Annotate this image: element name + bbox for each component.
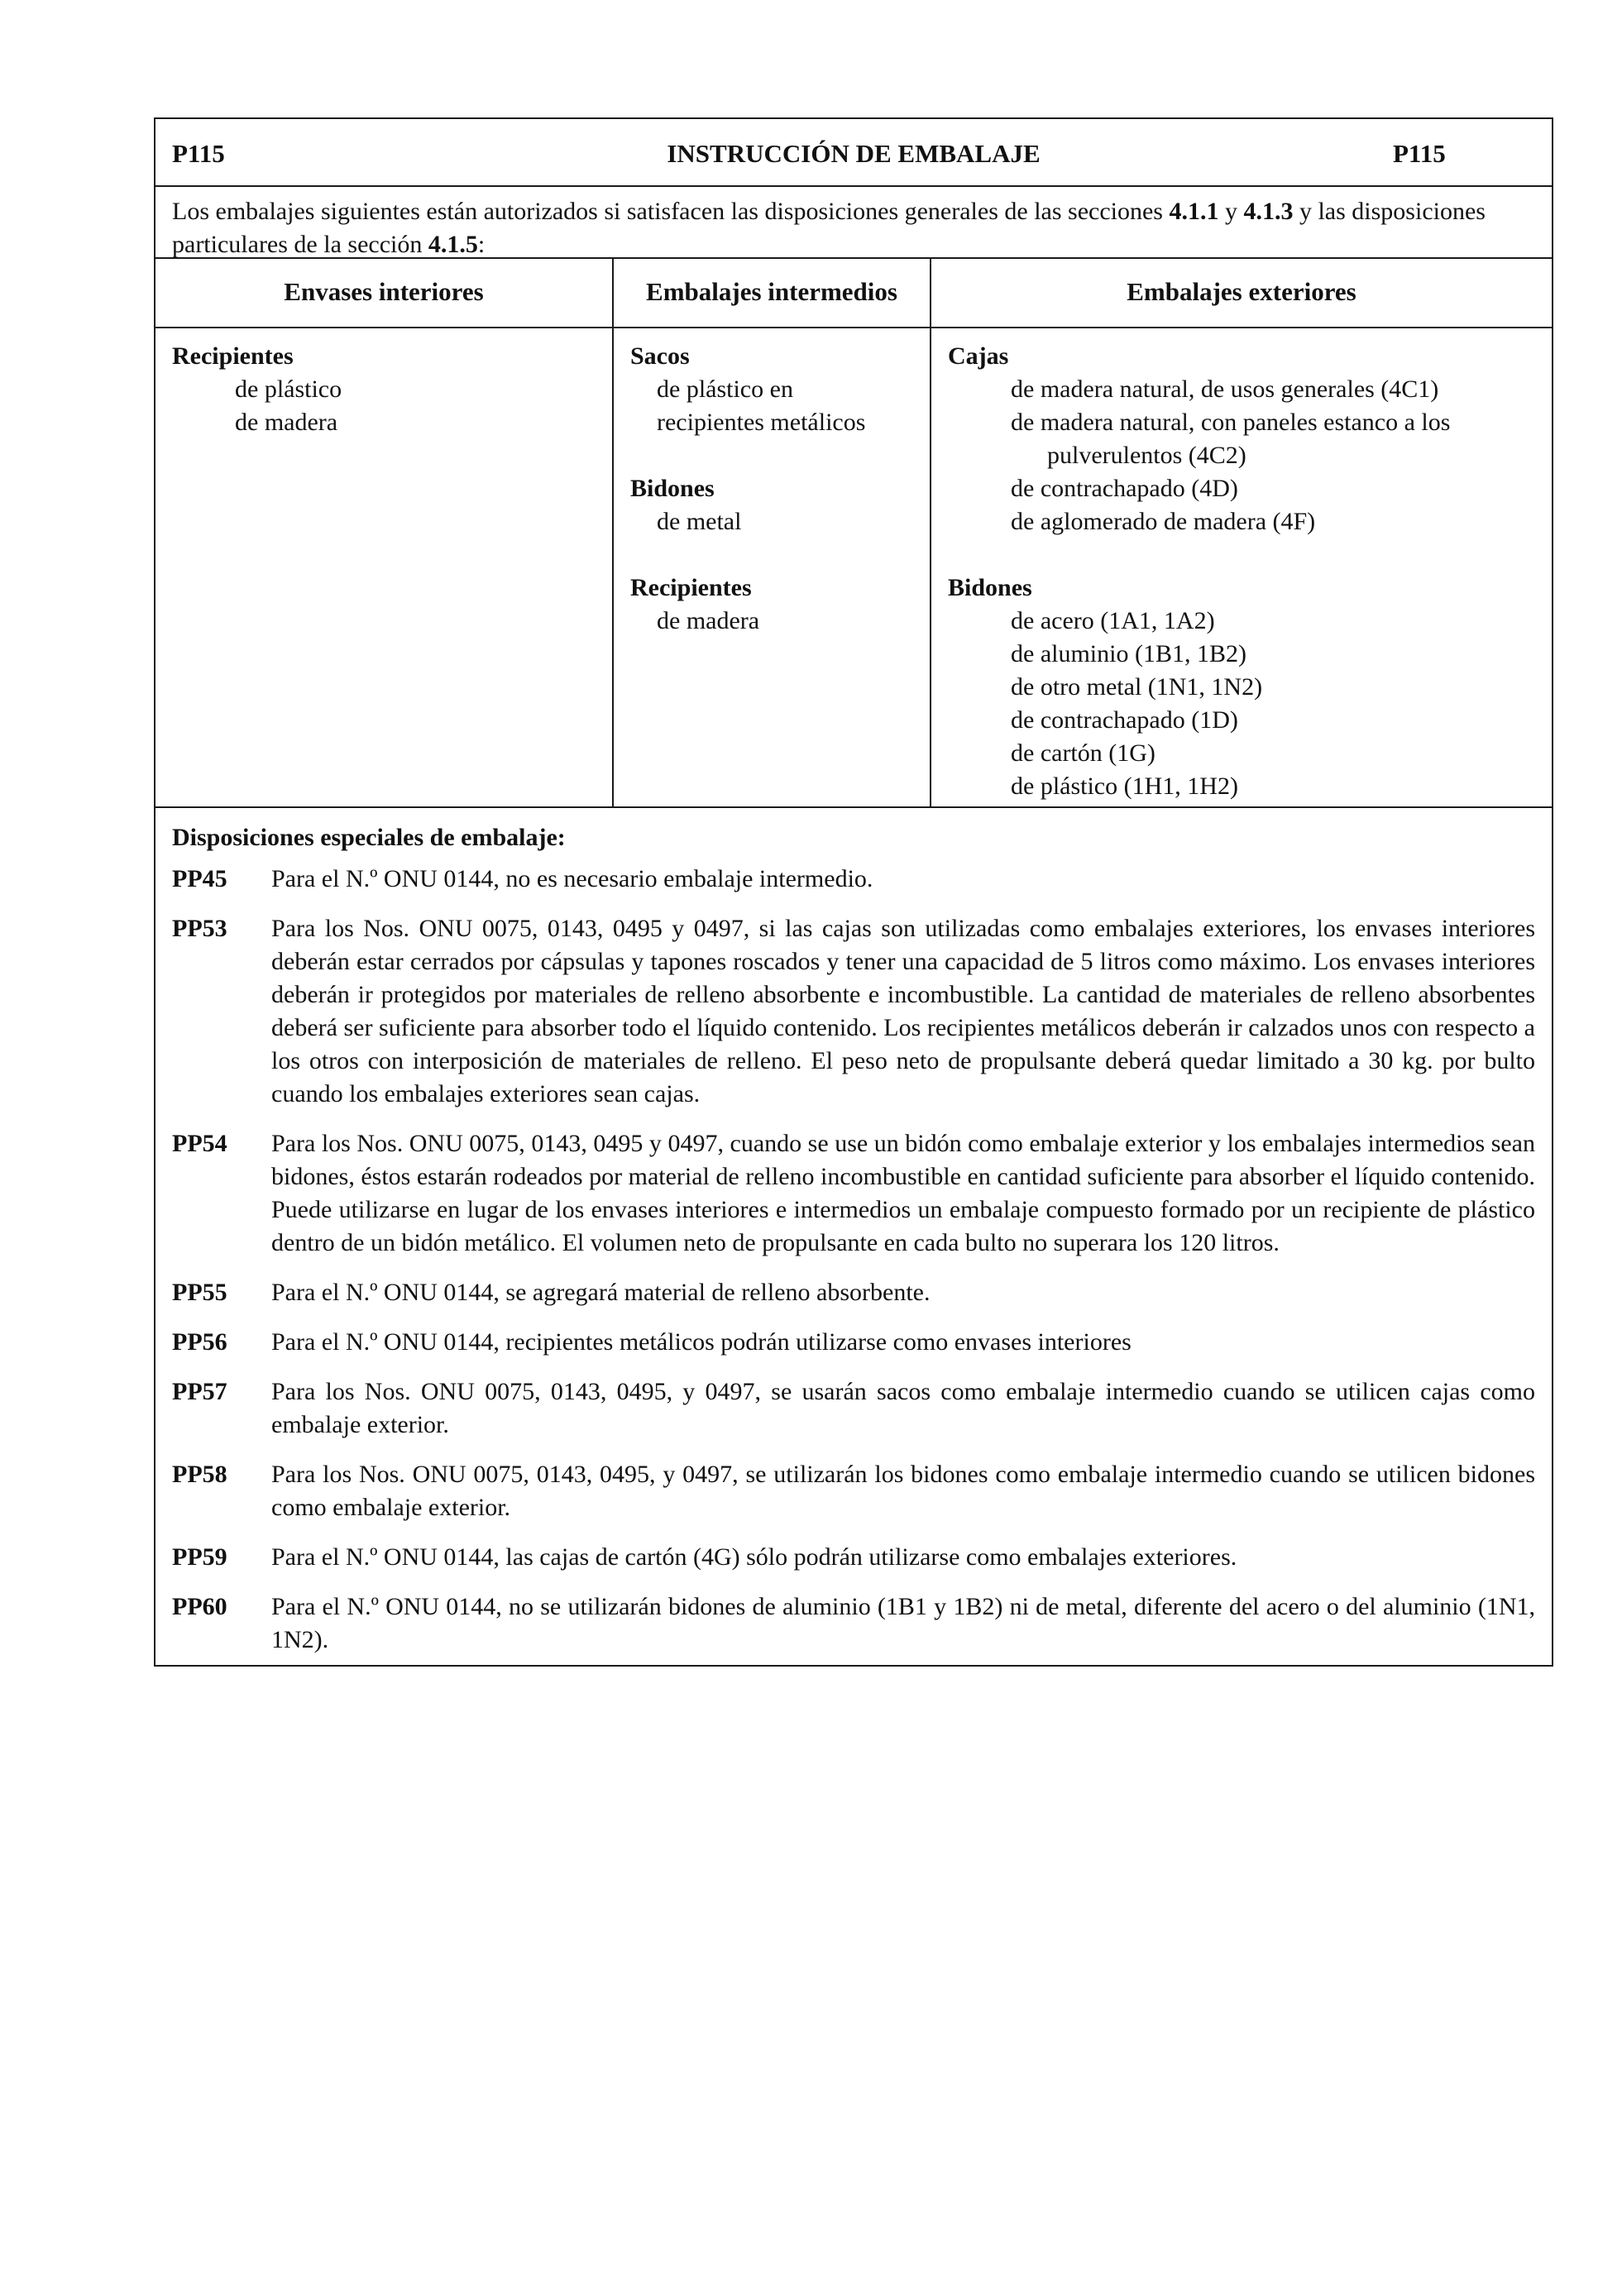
intermediate-group-title: Recipientes (630, 574, 752, 601)
packing-instruction-table (154, 117, 1553, 1667)
outer-packagings-column (931, 328, 1552, 806)
provision-item (172, 912, 1535, 1111)
outer-item: de aglomerado de madera (4F) (1011, 508, 1316, 535)
inner-item: de plástico (235, 375, 342, 403)
intermediate-group-title: Sacos (630, 342, 690, 370)
inner-packagings-column (156, 328, 614, 806)
inner-group-title: Recipientes (172, 342, 294, 370)
outer-item: de aluminio (1B1, 1B2) (1011, 640, 1246, 667)
inner-packagings-header: Envases interiores (156, 259, 614, 327)
outer-item-continuation: pulverulentos (4C2) (1047, 442, 1246, 469)
intro-ref-3: 4.1.5 (428, 231, 478, 258)
outer-group-title: Bidones (948, 574, 1032, 601)
provision-item (172, 863, 1535, 896)
intro-text-a: Los embalajes siguientes están autorizados si satisfacen las disposiciones generales de las secciones (172, 198, 1170, 225)
outer-item: de otro metal (1N1, 1N2) (1011, 673, 1263, 701)
provision-item (172, 1375, 1535, 1442)
provision-text: Para los Nos. ONU 0075, 0143, 0495, y 0497, se usarán sacos como embalaje intermedio cuando se utilicen cajas como embalaje exterior. (271, 1378, 1535, 1438)
provision-item (172, 1326, 1535, 1359)
provision-code: PP55 (172, 1279, 227, 1306)
outer-group-title: Cajas (948, 342, 1009, 370)
provision-text: Para los Nos. ONU 0075, 0143, 0495 y 0497, si las cajas son utilizadas como embalajes exteriores, los envases interiores deberán estar cerrados por cápsulas y tapones roscados y tener una capacidad de 5 litros como máximo. Los envases interiores deberán ir protegidos por materiales de relleno absorbente e incombustible. La cantidad de materiales de relleno absorbentes deberá ser suficiente para absorber todo el líquido contenido. Los recipientes metálicos deberán ir calzados unos con respecto a los otros con interposición de materiales de relleno. El peso neto de propulsante deberá quedar limitado a 30 kg. por bulto cuando los embalajes exteriores sean cajas. (271, 915, 1535, 1107)
inner-item: de madera (235, 409, 338, 436)
outer-item: de madera natural, con paneles estanco a los (1011, 409, 1451, 436)
intro-ref-2: 4.1.3 (1243, 198, 1294, 225)
provision-text: Para el N.º ONU 0144, las cajas de cartón (4G) sólo podrán utilizarse como embalajes exteriores. (271, 1543, 1237, 1571)
intro-text-b: y (1218, 198, 1244, 225)
provision-item (172, 1541, 1535, 1574)
provision-code: PP45 (172, 865, 227, 892)
outer-item: de acero (1A1, 1A2) (1011, 607, 1215, 634)
instruction-code-right: P115 (1393, 139, 1446, 168)
provision-item (172, 1127, 1535, 1260)
special-provisions-heading: Disposiciones especiales de embalaje: (172, 824, 566, 851)
provision-text: Para el N.º ONU 0144, se agregará material de relleno absorbente. (271, 1279, 931, 1306)
provision-text: Para los Nos. ONU 0075, 0143, 0495, y 0497, se utilizarán los bidones como embalaje intermedio cuando se utilicen bidones como embalaje exterior. (271, 1461, 1535, 1521)
intermediate-packagings-column (614, 328, 931, 806)
special-provisions (156, 808, 1552, 1665)
intermediate-item: recipientes metálicos (657, 409, 866, 436)
provision-item (172, 1458, 1535, 1524)
intro-ref-1: 4.1.1 (1169, 198, 1219, 225)
outer-packagings-header: Embalajes exteriores (1127, 277, 1356, 306)
intermediate-item: de plástico en (657, 375, 793, 403)
outer-item: de cartón (1G) (1011, 739, 1155, 767)
provision-code: PP54 (172, 1130, 227, 1157)
provision-text: Para el N.º ONU 0144, no se utilizarán bidones de aluminio (1B1 y 1B2) ni de metal, diferente del acero o del aluminio (1N1, 1N2). (271, 1593, 1535, 1653)
outer-item: de contrachapado (4D) (1011, 475, 1238, 502)
provision-text: Para el N.º ONU 0144, recipientes metálicos podrán utilizarse como envases interiores (271, 1328, 1132, 1356)
packagings-body (156, 328, 1552, 808)
provision-item (172, 1276, 1535, 1309)
outer-item: de madera natural, de usos generales (4C1) (1011, 375, 1439, 403)
intermediate-item: de madera (657, 607, 760, 634)
provision-code: PP60 (172, 1593, 227, 1620)
instruction-code-left: P115 (172, 139, 225, 168)
intro-text-d: : (477, 231, 486, 258)
provision-code: PP56 (172, 1328, 227, 1356)
instruction-header (156, 119, 1552, 187)
instruction-title: INSTRUCCIÓN DE EMBALAJE (667, 139, 1041, 168)
column-headers (156, 259, 1552, 328)
provision-item (172, 1590, 1535, 1657)
outer-item: de contrachapado (1D) (1011, 706, 1238, 734)
provision-code: PP58 (172, 1461, 227, 1488)
provision-code: PP53 (172, 915, 227, 942)
intermediate-item: de metal (657, 508, 742, 535)
intro-text-c: y las disposiciones particulares de la sección (172, 198, 1486, 258)
outer-item: de plástico (1H1, 1H2) (1011, 773, 1238, 800)
intro-paragraph (156, 187, 1552, 259)
provision-code: PP57 (172, 1378, 227, 1405)
provision-text: Para los Nos. ONU 0075, 0143, 0495 y 0497, cuando se use un bidón como embalaje exterior y los embalajes intermedios sean bidones, éstos estarán rodeados por material de relleno incombustible en cantidad suficiente para absorber el líquido contenido. Puede utilizarse en lugar de los envases interiores e intermedios un embalaje compuesto formado por un recipiente de plástico dentro de un bidón metálico. El volumen neto de propulsante en cada bulto no superara los 120 litros. (271, 1130, 1535, 1256)
intermediate-group-title: Bidones (630, 475, 715, 502)
intermediate-packagings-header: Embalajes intermedios (614, 259, 931, 327)
provision-text: Para el N.º ONU 0144, no es necesario embalaje intermedio. (271, 865, 873, 892)
provision-code: PP59 (172, 1543, 227, 1571)
